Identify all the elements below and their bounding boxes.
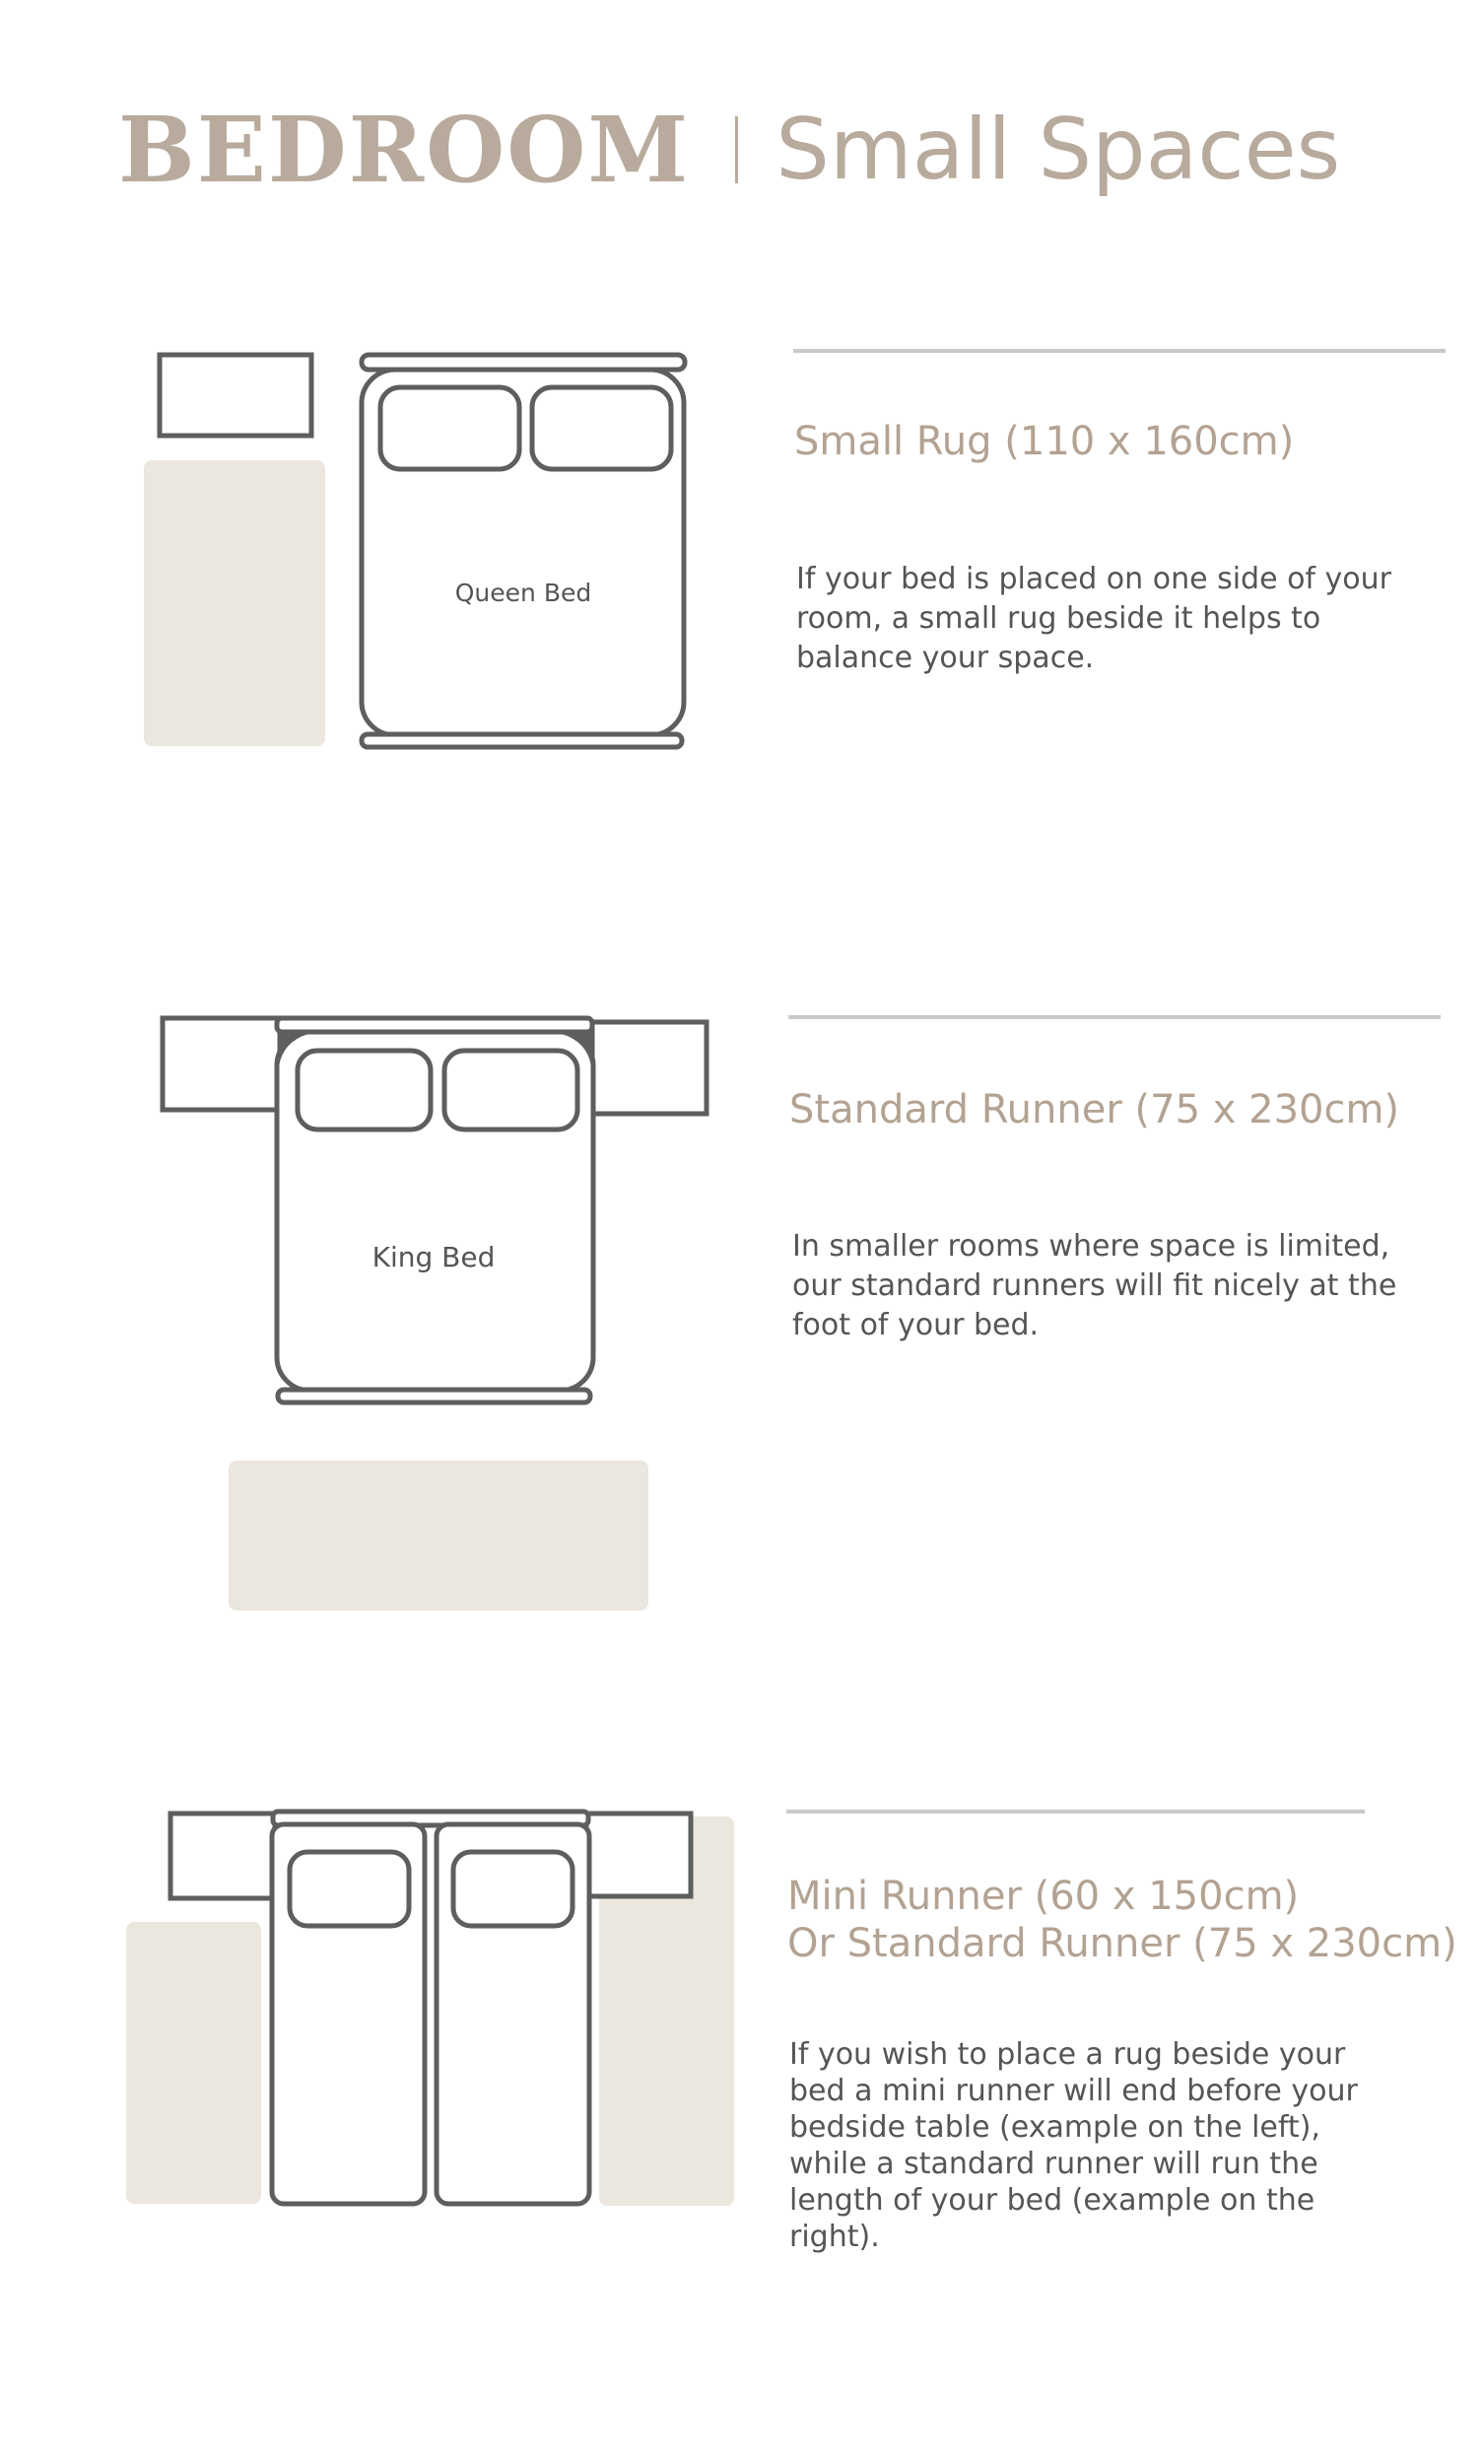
- section-body: In smaller rooms where space is limited, our standard runners will fit nicely at the foot of your bed.: [792, 1229, 1397, 1342]
- section-heading: Standard Runner (75 x 230cm): [789, 1087, 1400, 1132]
- standard-runner: [229, 1461, 648, 1610]
- king-bed-label: King Bed: [371, 1241, 496, 1273]
- bedside-table: [586, 1814, 691, 1896]
- section-rule: [786, 1810, 1365, 1814]
- pillow: [532, 387, 671, 469]
- section-rule: [793, 349, 1446, 353]
- section-body: If you wish to place a rug beside your bed a mini runner will end before your bedside table (example on the left), while a standard runner will run the length of your bed (example on the right).: [789, 2037, 1358, 2254]
- bedside-table: [160, 355, 311, 436]
- title-sub: Small Spaces: [776, 101, 1341, 199]
- section-heading: Small Rug (110 x 160cm): [794, 419, 1295, 464]
- bedside-table: [592, 1022, 707, 1114]
- pillow: [290, 1852, 409, 1926]
- diagram-queen: [144, 355, 685, 747]
- diagram-king: [163, 1018, 707, 1610]
- bedside-table: [163, 1018, 280, 1110]
- title-main: BEDROOM: [118, 97, 691, 203]
- section-rule: [788, 1015, 1441, 1019]
- footboard: [362, 734, 682, 747]
- section-heading-line-2: Or Standard Runner (75 x 230cm): [787, 1921, 1457, 1966]
- footboard: [278, 1390, 590, 1403]
- diagram-twin: [126, 1812, 734, 2206]
- pillow: [380, 387, 519, 469]
- bedside-table: [170, 1814, 275, 1898]
- section-heading-line-1: Mini Runner (60 x 150cm): [787, 1874, 1300, 1919]
- small-rug: [144, 460, 325, 746]
- pillow: [298, 1051, 431, 1129]
- pillow: [444, 1051, 577, 1129]
- mini-runner: [126, 1922, 261, 2204]
- pillow: [453, 1852, 573, 1926]
- queen-bed-label: Queen Bed: [454, 579, 592, 607]
- section-body: If your bed is placed on one side of your room, a small rug beside it helps to balance your space.: [796, 562, 1391, 675]
